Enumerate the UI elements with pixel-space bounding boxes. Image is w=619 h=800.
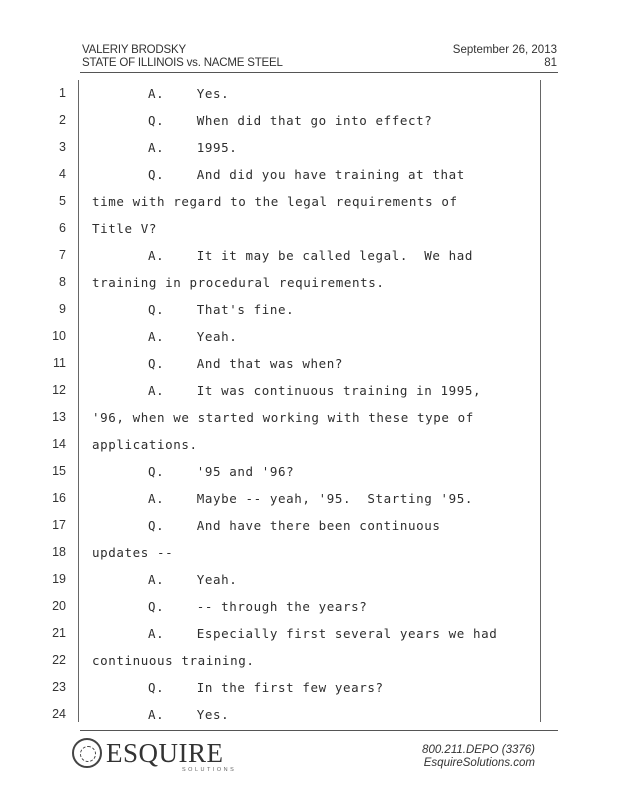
line-number: 9 — [59, 302, 66, 316]
transcript-line: Q. And did you have training at that — [148, 167, 465, 182]
transcript-line: Q. And that was when? — [148, 356, 344, 371]
footer-contact — [422, 744, 535, 770]
line-number: 1 — [59, 86, 66, 100]
deposition-date: September 26, 2013 — [452, 44, 557, 56]
esquire-logo — [72, 738, 252, 774]
esquire-emblem-icon — [72, 738, 102, 768]
line-number: 23 — [52, 680, 66, 694]
line-number: 10 — [52, 329, 66, 343]
witness-name: VALERIY BRODSKY — [82, 44, 186, 56]
transcript-line: Q. When did that go into effect? — [148, 113, 433, 128]
transcript-line: continuous training. — [92, 653, 255, 668]
transcript-line: updates -- — [92, 545, 174, 560]
transcript-line: Q. That's fine. — [148, 302, 295, 317]
line-number: 12 — [52, 383, 66, 397]
transcript-line: A. 1995. — [148, 140, 238, 155]
transcript-line: A. Yes. — [148, 86, 230, 101]
footer-phone: 800.211.DEPO (3376) — [422, 744, 535, 756]
transcript-line: Q. And have there been continuous — [148, 518, 441, 533]
line-number: 19 — [52, 572, 66, 586]
transcript-line: Q. '95 and '96? — [148, 464, 295, 479]
line-number: 7 — [59, 248, 66, 262]
logo-tagline: SOLUTIONS — [182, 767, 237, 773]
transcript-line: A. It it may be called legal. We had — [148, 248, 474, 263]
transcript-line: A. Especially first several years we had — [148, 626, 498, 641]
transcript-line: Q. -- through the years? — [148, 599, 368, 614]
line-number: 8 — [59, 275, 66, 289]
transcript-line: Title V? — [92, 221, 158, 236]
right-margin-line — [540, 80, 541, 722]
page-number: 81 — [544, 57, 557, 69]
transcript-line: A. Yes. — [148, 707, 230, 722]
footer-website: EsquireSolutions.com — [423, 757, 535, 769]
line-number: 3 — [59, 140, 66, 154]
line-number: 15 — [52, 464, 66, 478]
transcript-line: '96, when we started working with these type of — [92, 410, 474, 425]
line-number: 17 — [52, 518, 66, 532]
line-number: 5 — [59, 194, 66, 208]
line-number: 11 — [53, 356, 66, 370]
transcript-line: A. Yeah. — [148, 572, 238, 587]
header-rule — [80, 72, 558, 73]
logo-wordmark: ESQUIRE — [106, 738, 224, 768]
line-number: 18 — [52, 545, 66, 559]
transcript-line: time with regard to the legal requirements of — [92, 194, 458, 209]
transcript-line: training in procedural requirements. — [92, 275, 385, 290]
line-number: 16 — [52, 491, 66, 505]
transcript-line: Q. In the first few years? — [148, 680, 384, 695]
transcript-line: applications. — [92, 437, 198, 452]
header-right — [453, 44, 557, 70]
left-margin-line — [78, 80, 79, 722]
line-number: 4 — [59, 167, 66, 181]
line-number: 2 — [59, 113, 66, 127]
transcript-line: A. Maybe -- yeah, '95. Starting '95. — [148, 491, 474, 506]
transcript-line: A. Yeah. — [148, 329, 238, 344]
transcript-line: A. It was continuous training in 1995, — [148, 383, 482, 398]
footer-rule — [80, 730, 558, 731]
header-left — [82, 44, 283, 70]
line-number: 20 — [52, 599, 66, 613]
line-number: 24 — [52, 707, 66, 721]
line-number: 14 — [52, 437, 66, 451]
line-number: 6 — [59, 221, 66, 235]
case-title: STATE OF ILLINOIS vs. NACME STEEL — [82, 57, 283, 69]
line-number: 13 — [52, 410, 66, 424]
line-number: 21 — [52, 626, 66, 640]
line-number: 22 — [52, 653, 66, 667]
